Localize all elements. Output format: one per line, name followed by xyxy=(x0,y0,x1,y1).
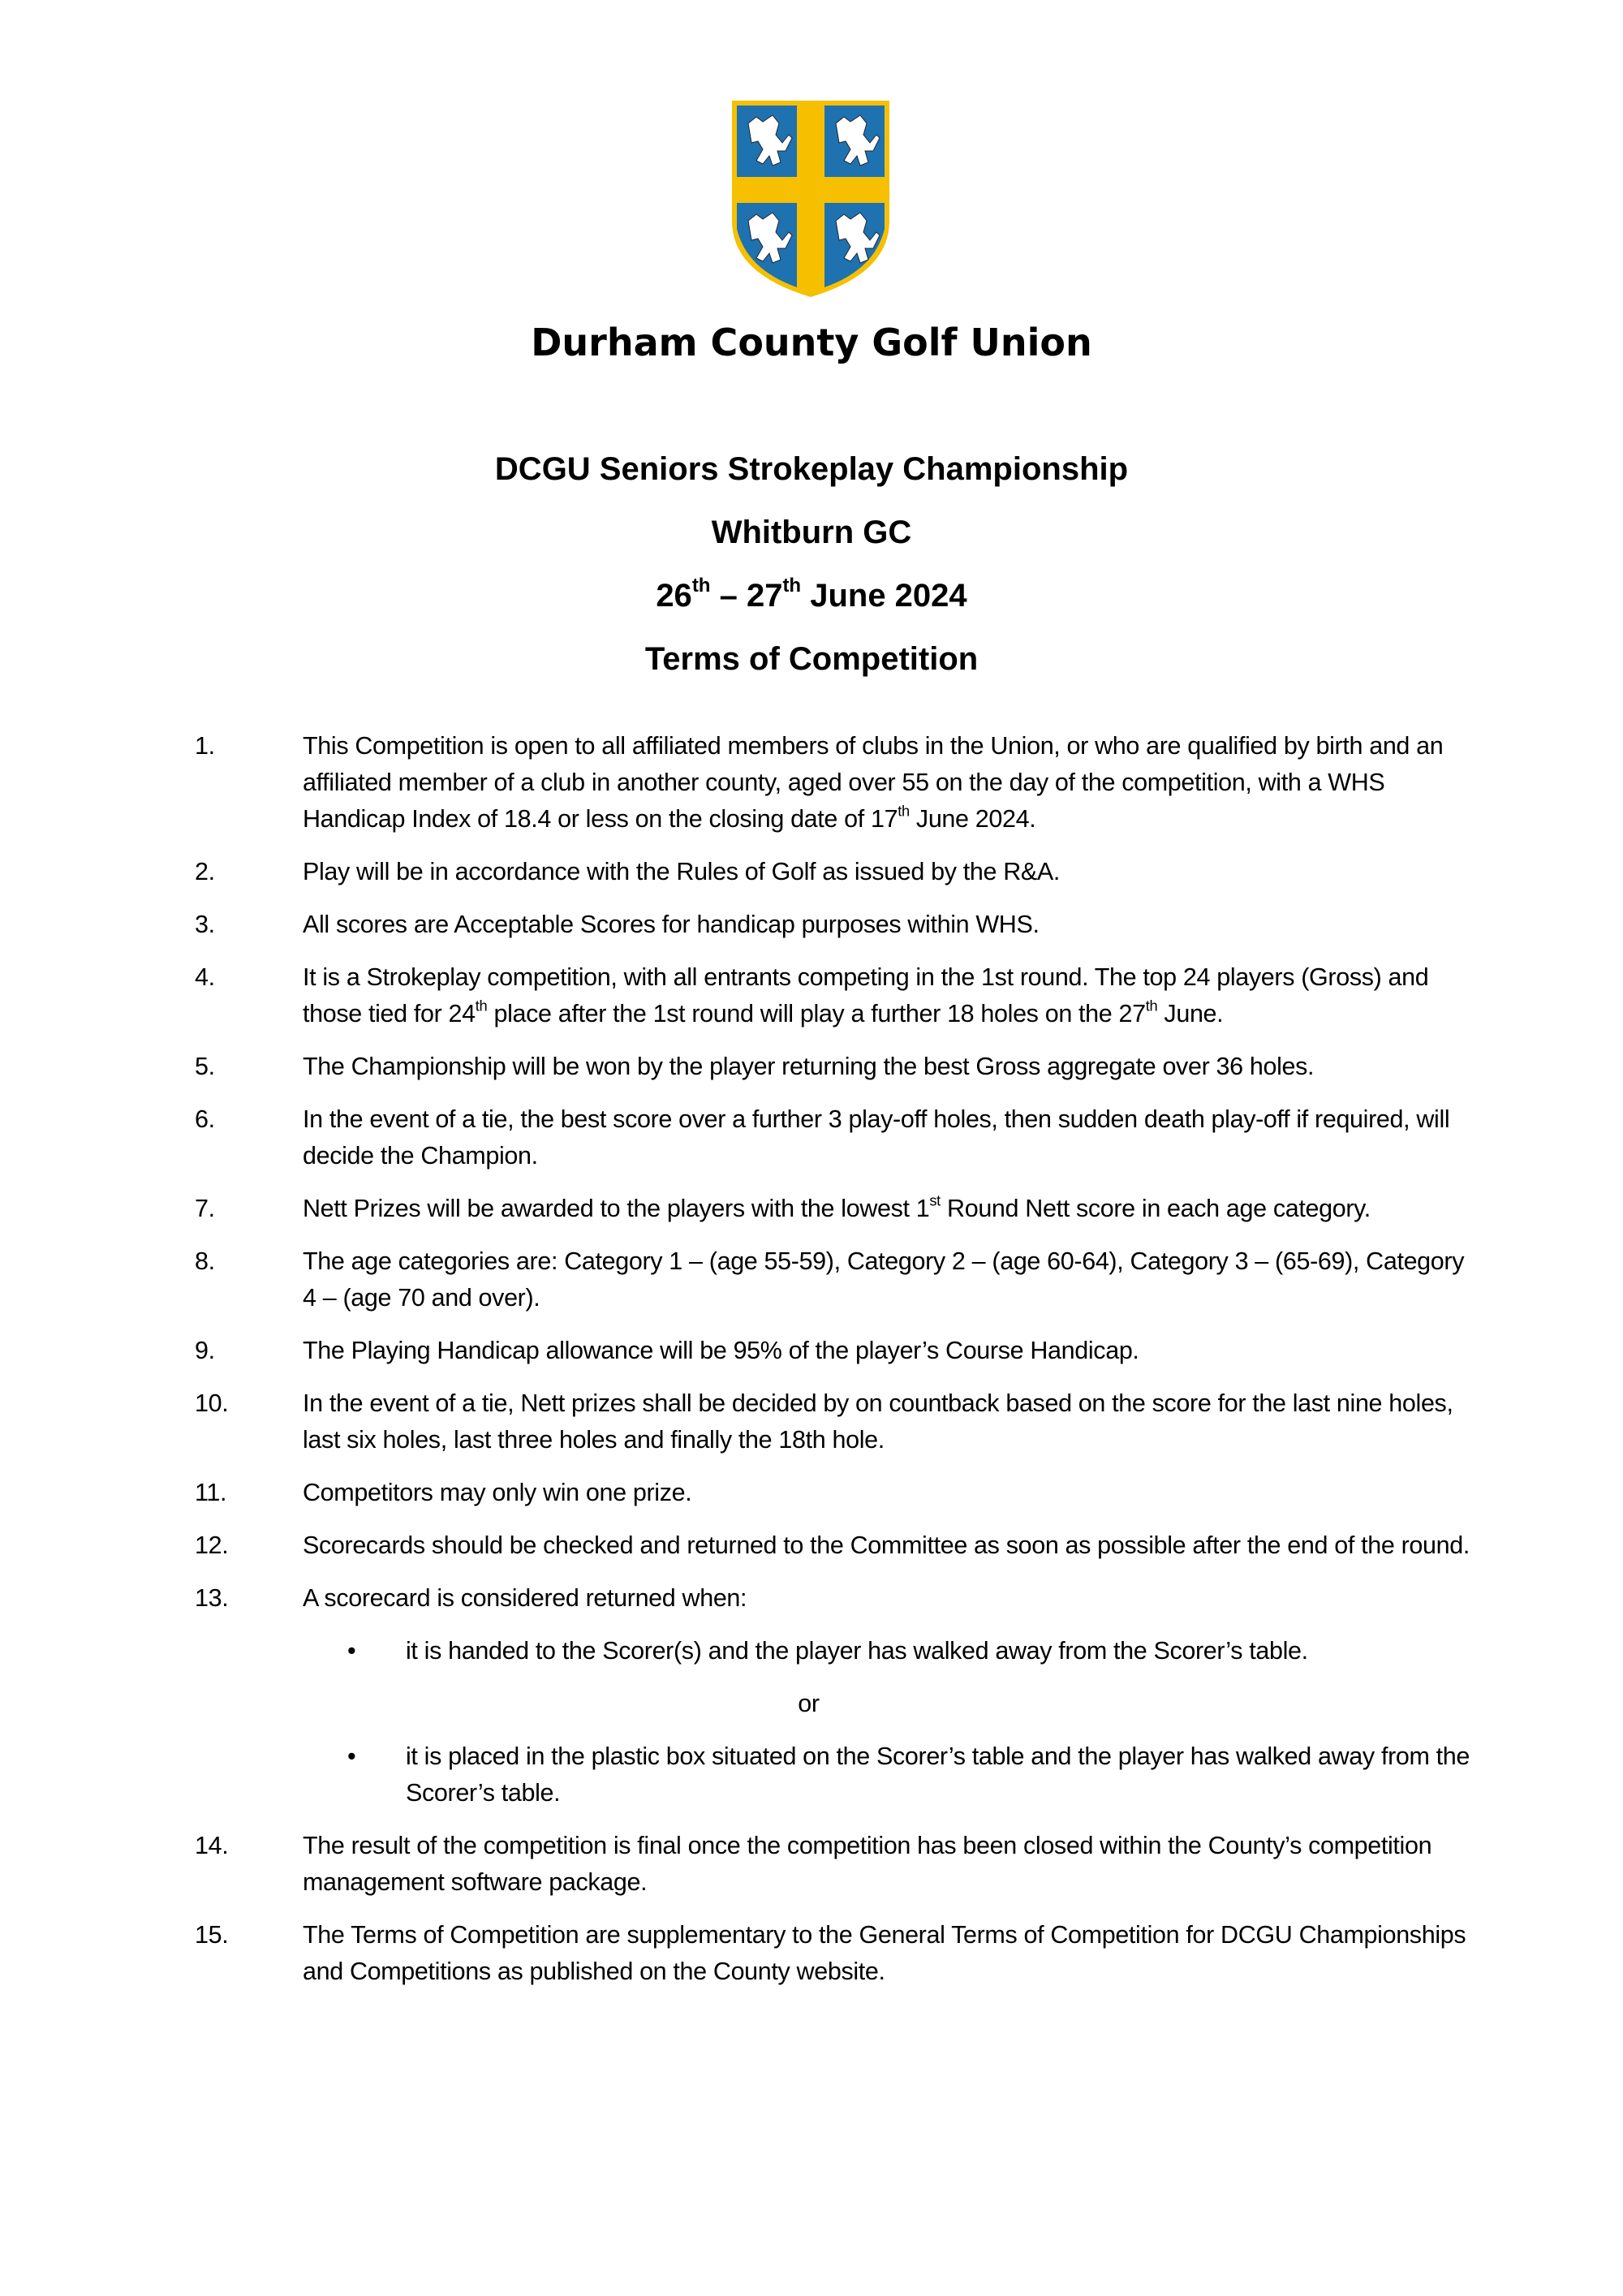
term-text xyxy=(303,1475,1477,1511)
term-text xyxy=(303,907,1477,943)
term-number: 8. xyxy=(195,1247,215,1275)
term-item xyxy=(195,1049,1477,1085)
text-segment: The age categories are: Category 1 – (age 55-59), Category 2 – (age 60-64), Category 3 – (65-69), Category 4 – (age 70 and over). xyxy=(303,1247,1465,1312)
venue: Whitburn GC xyxy=(711,515,912,550)
text-segment: Round Nett score in each age category. xyxy=(940,1195,1371,1222)
term-number: 11. xyxy=(195,1479,227,1506)
term-item xyxy=(195,1580,1477,1811)
text-segment: place after the 1st round will play a further 18 holes on the 27 xyxy=(487,1000,1146,1027)
text-segment: It is a Strokeplay competition, with all entrants competing in the 1st round. The top 24 players (Gross) and those tied for 24 xyxy=(303,963,1429,1027)
term-number: 9. xyxy=(195,1337,215,1364)
term-item xyxy=(195,959,1477,1032)
terms-heading: Terms of Competition xyxy=(644,641,979,677)
term-text xyxy=(303,1917,1477,1990)
text-segment: Competitors may only win one prize. xyxy=(303,1479,692,1506)
text-segment: All scores are Acceptable Scores for handicap purposes within WHS. xyxy=(303,911,1040,938)
term-item xyxy=(195,1828,1477,1901)
bullet-text: it is placed in the plastic box situated on the Scorer’s table and the player has walked away from the Scorer’s table. xyxy=(406,1742,1470,1807)
text-segment: Play will be in accordance with the Rules of Golf as issued by the R&A. xyxy=(303,858,1060,885)
bullet-item xyxy=(303,1633,1477,1669)
text-segment: In the event of a tie, the best score over a further 3 play-off holes, then sudden death play-off if required, will decide the Champion. xyxy=(303,1105,1450,1170)
term-text xyxy=(303,959,1477,1032)
term-item xyxy=(195,907,1477,943)
text-segment: In the event of a tie, Nett prizes shall be decided by on countback based on the score for the last nine holes, last six holes, last three holes and finally the 18th hole. xyxy=(303,1389,1453,1454)
text-segment: A scorecard is considered returned when: xyxy=(303,1584,747,1612)
ordinal-suffix: th xyxy=(898,802,910,820)
text-segment: Nett Prizes will be awarded to the players with the lowest 1 xyxy=(303,1195,930,1222)
term-number: 5. xyxy=(195,1053,215,1080)
term-text xyxy=(303,854,1477,890)
terms-list xyxy=(195,728,1477,2006)
separator-or: or xyxy=(798,1690,820,1717)
term-item xyxy=(195,1385,1477,1458)
term-item xyxy=(195,1243,1477,1316)
term-text xyxy=(303,1580,1477,1811)
term-item xyxy=(195,1333,1477,1369)
text-segment: June. xyxy=(1157,1000,1224,1027)
ordinal-suffix: th xyxy=(1145,997,1158,1014)
date-month-year: June 2024 xyxy=(801,578,967,614)
term-item xyxy=(195,1917,1477,1990)
term-number: 13. xyxy=(195,1584,229,1612)
bullet-icon: • xyxy=(347,1637,356,1665)
organisation-name: Durham County Golf Union xyxy=(531,321,1092,364)
term-text xyxy=(303,1049,1477,1085)
term-item xyxy=(195,728,1477,838)
term-number: 2. xyxy=(195,858,215,885)
text-segment: The result of the competition is final once the competition has been closed within the County’s competition management software package. xyxy=(303,1832,1432,1896)
term-item xyxy=(195,1191,1477,1227)
term-text xyxy=(303,1191,1477,1227)
term-text xyxy=(303,1101,1477,1174)
term-number: 12. xyxy=(195,1531,229,1559)
championship-title: DCGU Seniors Strokeplay Championship xyxy=(494,451,1129,487)
term-number: 15. xyxy=(195,1921,229,1949)
term-number: 4. xyxy=(195,963,215,991)
term-text xyxy=(303,1828,1477,1901)
term-number: 14. xyxy=(195,1832,229,1859)
term-item xyxy=(195,1101,1477,1174)
date-suffix: th xyxy=(782,575,802,597)
term-item xyxy=(195,1527,1477,1564)
bullet-item xyxy=(303,1738,1477,1811)
text-segment: The Terms of Competition are supplementary to the General Terms of Competition for DCGU Championships and Competitions as published on the County website. xyxy=(303,1921,1466,1985)
ordinal-suffix: st xyxy=(929,1191,941,1209)
term-number: 6. xyxy=(195,1105,215,1133)
date-start: 26 xyxy=(656,578,692,614)
text-segment: This Competition is open to all affiliated members of clubs in the Union, or who are qualified by birth and an affiliated member of a club in another county, aged over 55 on the day of the competition, with a WHS Handicap Index of 18.4 or less on the closing date of 17 xyxy=(303,732,1444,833)
term-text xyxy=(303,728,1477,838)
event-dates xyxy=(0,575,1623,614)
term-number: 1. xyxy=(195,732,215,760)
shield-crest-icon xyxy=(730,99,891,299)
term-text xyxy=(303,1385,1477,1458)
term-item xyxy=(195,1475,1477,1511)
term-number: 7. xyxy=(195,1195,215,1222)
term-number: 3. xyxy=(195,911,215,938)
text-segment: The Championship will be won by the player returning the best Gross aggregate over 36 holes. xyxy=(303,1053,1315,1080)
text-segment: The Playing Handicap allowance will be 95% of the player’s Course Handicap. xyxy=(303,1337,1139,1364)
term-text xyxy=(303,1527,1477,1564)
term-text xyxy=(303,1333,1477,1369)
text-segment: Scorecards should be checked and returned to the Committee as soon as possible after the end of the round. xyxy=(303,1531,1470,1559)
term-item xyxy=(195,854,1477,890)
date-suffix: th xyxy=(691,575,711,597)
text-segment: June 2024. xyxy=(909,805,1036,833)
bullet-text: it is handed to the Scorer(s) and the player has walked away from the Scorer’s table. xyxy=(406,1637,1308,1665)
term-number: 10. xyxy=(195,1389,229,1417)
date-end: – 27 xyxy=(710,578,783,614)
ordinal-suffix: th xyxy=(475,997,488,1014)
bullet-icon: • xyxy=(347,1742,356,1770)
term-text xyxy=(303,1243,1477,1316)
